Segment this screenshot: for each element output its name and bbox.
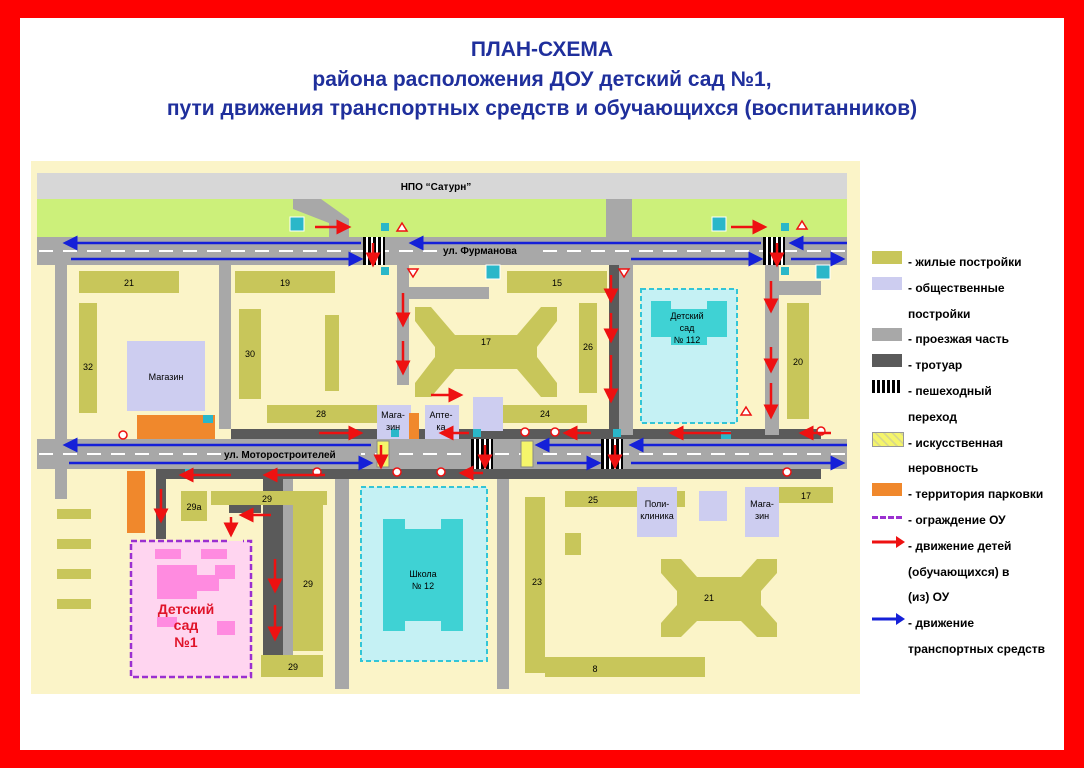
- building-26: 26: [582, 342, 594, 352]
- shop-2-label-2: зин: [385, 422, 401, 432]
- legend-swatch-sidewalk: [872, 354, 902, 367]
- building-29-vertical: 29: [302, 579, 314, 589]
- building-17-bottom: 17: [800, 491, 812, 501]
- kindergarten-112-label-1: Детский: [670, 311, 704, 321]
- legend-label: - тротуар: [908, 358, 963, 373]
- shop-3-label-1: Мага-: [750, 499, 774, 509]
- street-label-furmanova: ул. Фурманова: [443, 246, 517, 257]
- title-line-1: ПЛАН-СХЕМА: [470, 38, 614, 61]
- legend-label: (из) ОУ: [908, 590, 950, 605]
- legend-label: - территория парковки: [908, 487, 1044, 502]
- school-12-label-1: Школа: [409, 569, 437, 579]
- legend-swatch-road: [872, 328, 902, 341]
- building-30: 30: [244, 349, 256, 359]
- shop-2-label-1: Мага-: [381, 410, 405, 420]
- legend-label: - ограждение ОУ: [908, 513, 1006, 527]
- title-line-3: пути движения транспортных средств и обучающихся (воспитанников): [166, 97, 918, 120]
- npo-saturn-label: НПО “Сатурн”: [400, 182, 472, 193]
- legend-swatch-public: [872, 277, 902, 290]
- road-school-east: [497, 479, 509, 689]
- legend-swatch-fence: [872, 516, 902, 519]
- school-12-label-2: № 12: [411, 581, 435, 591]
- legend-label: - общественные: [908, 280, 1005, 295]
- building-21-top: 21: [123, 278, 135, 288]
- legend-swatch-bump: [872, 432, 904, 447]
- road-west: [55, 265, 67, 439]
- legend-swatch-parking: [872, 483, 902, 496]
- access-road-right: [606, 199, 632, 237]
- building-32: 32: [82, 362, 94, 372]
- building-21-bottom: 21: [703, 593, 715, 603]
- pharmacy-label-2: ка: [436, 422, 446, 432]
- building-28: 28: [315, 409, 327, 419]
- legend-swatch-crossing: [872, 380, 902, 393]
- legend-label: - движение: [908, 616, 975, 631]
- road-29-strip: [283, 479, 293, 659]
- building-23: 23: [531, 577, 543, 587]
- legend-swatch-red-arrow: [872, 535, 902, 548]
- kindergarten-1-label-2: сад: [173, 617, 199, 633]
- building-25: 25: [587, 495, 599, 505]
- building-17-top: 17: [480, 337, 492, 347]
- building-24: 24: [539, 409, 551, 419]
- building-29-bottom: 29: [287, 662, 299, 672]
- legend-label: переход: [908, 409, 957, 424]
- kindergarten-112-label-2: сад: [679, 323, 695, 333]
- legend-label: постройки: [908, 306, 971, 321]
- legend-label: (обучающихся) в: [908, 564, 1010, 579]
- road-far-east-spur: [779, 281, 821, 295]
- building-20: 20: [792, 357, 804, 367]
- building-8: 8: [592, 664, 598, 674]
- legend-label: - проезжая часть: [908, 332, 1009, 347]
- street-label-motorostroiteley: ул. Моторостроителей: [224, 450, 336, 461]
- legend-label: - искусственная: [908, 435, 1004, 450]
- road-motorostroiteley: [37, 439, 847, 469]
- road-west-lower: [55, 469, 67, 499]
- legend-label: - пешеходный: [908, 384, 992, 398]
- legend-swatch-residential: [872, 251, 902, 264]
- legend-label: - движение детей: [908, 538, 1012, 553]
- road-near-pharmacy: [409, 287, 489, 299]
- legend-label: неровность: [908, 461, 979, 476]
- building-19: 19: [279, 278, 291, 288]
- building-29-row: 29: [261, 494, 273, 504]
- legend-swatch-blue-arrow: [872, 612, 902, 625]
- kindergarten-1-label-1: Детский: [157, 601, 215, 617]
- road-school-west: [335, 479, 349, 689]
- road-center-west: [219, 265, 231, 429]
- shop-label: Магазин: [148, 372, 184, 382]
- title-line-2: района расположения ДОУ детский сад №1,: [312, 68, 772, 91]
- building-15: 15: [551, 278, 563, 288]
- sidewalk-motorostroiteley-bottom: [156, 469, 821, 479]
- legend-label: транспортных средств: [908, 642, 1045, 656]
- shop-3-label-2: зин: [754, 511, 770, 521]
- kindergarten-1-label-3: №1: [174, 634, 198, 650]
- pharmacy-label-1: Апте-: [429, 410, 453, 420]
- building-29a: 29а: [186, 502, 202, 512]
- road-east: [619, 265, 633, 435]
- legend-label: - жилые постройки: [908, 255, 1022, 269]
- district-map: [31, 161, 860, 694]
- road-29-sidewalk: [263, 479, 283, 659]
- clinic-label-1: Поли-: [644, 499, 670, 509]
- clinic-label-2: клиника: [640, 511, 674, 521]
- kindergarten-112-label-3: № 112: [673, 335, 701, 345]
